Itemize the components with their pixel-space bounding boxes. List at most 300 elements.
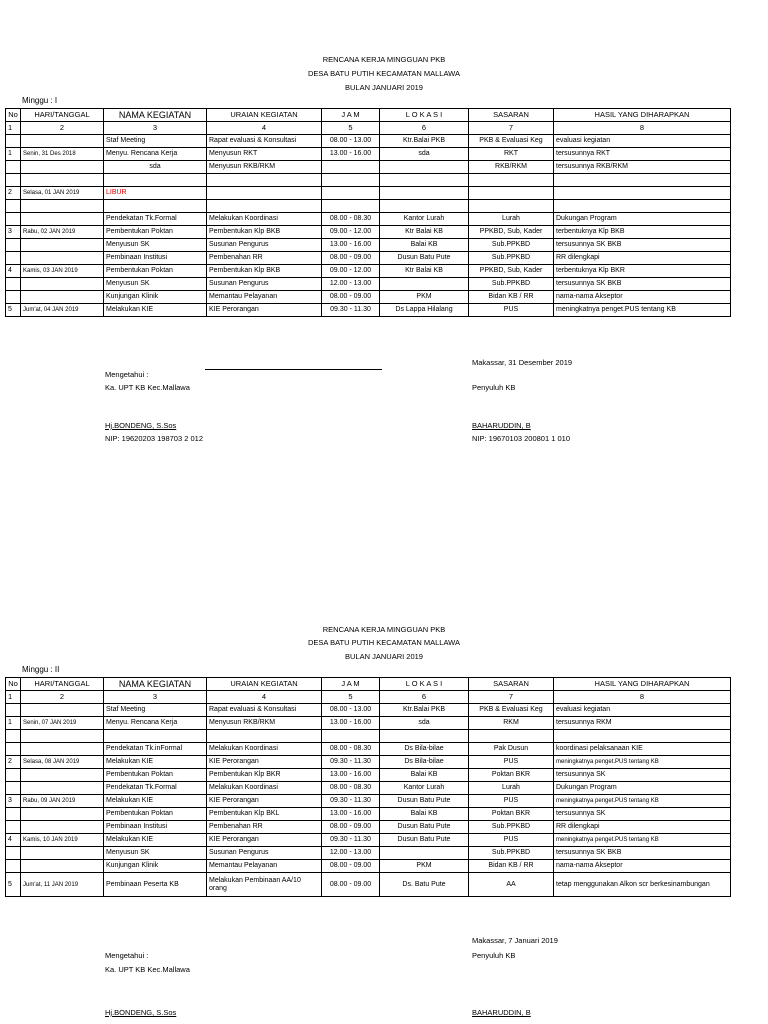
num-cell: 4 (207, 122, 322, 135)
num-cell: 1 (6, 691, 21, 704)
uraian-kegiatan-cell: Pembentukan Klp BKR (207, 769, 322, 782)
hari-tanggal-cell (21, 161, 104, 174)
table-row (6, 808, 731, 821)
table-row (6, 213, 731, 226)
lokasi-cell (380, 730, 469, 743)
num-cell: 7 (469, 122, 554, 135)
table-row (6, 834, 731, 847)
week2-right-signer-name: BAHARUDDIN, B (472, 1008, 531, 1017)
jam-cell: 08.00 - 08.30 (322, 782, 380, 795)
num-cell: 8 (554, 122, 731, 135)
sasaran-cell: RKM (469, 717, 554, 730)
hasil-cell (554, 174, 731, 187)
hasil-cell: meningkatnya penget.PUS tentang KB (554, 304, 731, 317)
week1-header-row (6, 109, 731, 122)
hasil-cell (554, 187, 731, 200)
nama-kegiatan-cell: sda (104, 161, 207, 174)
sasaran-cell: RKB/RKM (469, 161, 554, 174)
num-cell: 1 (6, 122, 21, 135)
hasil-cell: tersusunnya SK (554, 769, 731, 782)
lokasi-cell: sda (380, 148, 469, 161)
table-row (6, 265, 731, 278)
hasil-cell: tersusunnya SK BKB (554, 278, 731, 291)
lokasi-cell: Ktr.Balai PKB (380, 135, 469, 148)
col-hasil: HASIL YANG DIHARAPKAN (554, 678, 731, 691)
hasil-cell: tersusunnya RKT (554, 148, 731, 161)
no-cell (6, 174, 21, 187)
jam-cell: 13.00 - 16.00 (322, 769, 380, 782)
no-cell (6, 213, 21, 226)
week2-minggu: Minggu : II (22, 665, 60, 674)
nama-kegiatan-cell: Pembinaan Institusi (104, 252, 207, 265)
table-row (6, 795, 731, 808)
hasil-cell: nama-nama Akseptor (554, 860, 731, 873)
hasil-cell: tetap menggunakan Alkon scr berkesinambungan (554, 873, 731, 897)
hasil-cell: tersusunnya SK BKB (554, 847, 731, 860)
num-cell: 8 (554, 691, 731, 704)
week1-right-signer-nip: NIP: 19670103 200801 1 010 (472, 434, 571, 443)
no-cell: 1 (6, 717, 21, 730)
nama-kegiatan-cell (104, 174, 207, 187)
sasaran-cell: PUS (469, 304, 554, 317)
lokasi-cell: Kantor Lurah (380, 782, 469, 795)
uraian-kegiatan-cell: Melakukan Pembinaan AA/10 orang (207, 873, 322, 897)
hasil-cell: tersusunnya RKM (554, 717, 731, 730)
week1-title-2: DESA BATU PUTIH KECAMATAN MALLAWA (308, 69, 460, 78)
nama-kegiatan-cell: Staf Meeting (104, 704, 207, 717)
nama-kegiatan-cell: Melakukan KIE (104, 795, 207, 808)
lokasi-cell: Balai KB (380, 239, 469, 252)
week1-mengetahui: Mengetahui : (105, 370, 149, 379)
no-cell (6, 769, 21, 782)
week1-right-signer-name: BAHARUDDIN, B (472, 421, 531, 430)
no-cell: 3 (6, 795, 21, 808)
nama-kegiatan-cell: LIBUR (104, 187, 207, 200)
jam-cell: 08.00 - 08.30 (322, 213, 380, 226)
nama-kegiatan-cell: Pembinaan Peserta KB (104, 873, 207, 897)
uraian-kegiatan-cell (207, 174, 322, 187)
sasaran-cell: Sub.PPKBD (469, 847, 554, 860)
uraian-kegiatan-cell: Pembentukan Klp BKB (207, 265, 322, 278)
no-cell (6, 704, 21, 717)
nama-kegiatan-cell: Pendekatan Tk.Formal (104, 782, 207, 795)
table-row (6, 756, 731, 769)
uraian-kegiatan-cell: Memantau Pelayanan (207, 860, 322, 873)
jam-cell (322, 187, 380, 200)
jam-cell (322, 730, 380, 743)
lokasi-cell: Dusun Batu Pute (380, 834, 469, 847)
hasil-cell: terbentuknya Klp BKR (554, 265, 731, 278)
sasaran-cell: AA (469, 873, 554, 897)
col-sasaran: SASARAN (469, 678, 554, 691)
lokasi-cell: Ds Bila-bilae (380, 743, 469, 756)
week2-place-date: Makassar, 7 Januari 2019 (472, 936, 558, 945)
hari-tanggal-cell (21, 200, 104, 213)
col-sasaran: SASARAN (469, 109, 554, 122)
col-no: No (6, 678, 21, 691)
table-row (6, 252, 731, 265)
num-cell: 6 (380, 122, 469, 135)
sasaran-cell: Lurah (469, 213, 554, 226)
nama-kegiatan-cell: Menyu. Rencana Kerja (104, 148, 207, 161)
hari-tanggal-cell (21, 704, 104, 717)
jam-cell: 08.00 - 08.30 (322, 743, 380, 756)
uraian-kegiatan-cell: Melakukan Koordinasi (207, 743, 322, 756)
uraian-kegiatan-cell: Menyusun RKT (207, 148, 322, 161)
table-row (6, 704, 731, 717)
nama-kegiatan-cell (104, 730, 207, 743)
table-row (6, 187, 731, 200)
no-cell: 5 (6, 873, 21, 897)
sasaran-cell: Bidan KB / RR (469, 291, 554, 304)
sasaran-cell: Pak Dusun (469, 743, 554, 756)
table-row (6, 161, 731, 174)
uraian-kegiatan-cell (207, 200, 322, 213)
hari-tanggal-cell (21, 252, 104, 265)
hasil-cell: tersusunnya SK (554, 808, 731, 821)
col-hari-tanggal: HARI/TANGGAL (21, 678, 104, 691)
no-cell: 2 (6, 187, 21, 200)
hasil-cell: terbentuknya Klp BKB (554, 226, 731, 239)
hari-tanggal-cell: Rabu, 02 JAN 2019 (21, 226, 104, 239)
jam-cell: 08.00 - 09.00 (322, 873, 380, 897)
no-cell (6, 200, 21, 213)
sasaran-cell: PUS (469, 795, 554, 808)
hari-tanggal-cell (21, 860, 104, 873)
lokasi-cell (380, 847, 469, 860)
hasil-cell: meningkatnya penget.PUS tentang KB (554, 834, 731, 847)
uraian-kegiatan-cell: Menyusun RKB/RKM (207, 717, 322, 730)
uraian-kegiatan-cell: Melakukan Koordinasi (207, 213, 322, 226)
week2-header-row (6, 678, 731, 691)
week2-mengetahui: Mengetahui : (105, 951, 149, 960)
table-row (6, 135, 731, 148)
hari-tanggal-cell: Senin, 31 Des 2018 (21, 148, 104, 161)
num-cell: 5 (322, 122, 380, 135)
uraian-kegiatan-cell: Pembentukan Klp BKL (207, 808, 322, 821)
jam-cell: 09.30 - 11.30 (322, 795, 380, 808)
nama-kegiatan-cell: Menyu. Rencana Kerja (104, 717, 207, 730)
hasil-cell (554, 730, 731, 743)
no-cell (6, 743, 21, 756)
sasaran-cell: PKB & Evaluasi Keg (469, 135, 554, 148)
table-row (6, 239, 731, 252)
nama-kegiatan-cell: Pendekatan Tk.Formal (104, 213, 207, 226)
no-cell: 2 (6, 756, 21, 769)
jam-cell: 13.00 - 16.00 (322, 239, 380, 252)
sasaran-cell: PUS (469, 756, 554, 769)
lokasi-cell (380, 174, 469, 187)
jam-cell: 09.30 - 11.30 (322, 304, 380, 317)
table-row (6, 730, 731, 743)
hari-tanggal-cell: Jum'at, 04 JAN 2019 (21, 304, 104, 317)
col-jam: J A M (322, 678, 380, 691)
table-row (6, 717, 731, 730)
hari-tanggal-cell (21, 808, 104, 821)
nama-kegiatan-cell: Menyusun SK (104, 239, 207, 252)
hari-tanggal-cell: Jum'at, 11 JAN 2019 (21, 873, 104, 897)
week1-minggu: Minggu : I (22, 96, 58, 105)
hasil-cell: evaluasi kegiatan (554, 135, 731, 148)
col-uraian-kegiatan: URAIAN KEGIATAN (207, 678, 322, 691)
num-cell: 7 (469, 691, 554, 704)
table-row (6, 278, 731, 291)
hasil-cell: tersusunnya RKB/RKM (554, 161, 731, 174)
col-uraian-kegiatan: URAIAN KEGIATAN (207, 109, 322, 122)
lokasi-cell: Ktr Balai KB (380, 226, 469, 239)
no-cell (6, 239, 21, 252)
table-row (6, 860, 731, 873)
jam-cell (322, 200, 380, 213)
hasil-cell: evaluasi kegiatan (554, 704, 731, 717)
week2-number-row (6, 691, 731, 704)
table-row (6, 821, 731, 834)
no-cell (6, 730, 21, 743)
hasil-cell: meningkatnya penget.PUS tentang KB (554, 756, 731, 769)
hari-tanggal-cell: Selasa, 08 JAN 2019 (21, 756, 104, 769)
uraian-kegiatan-cell: Menyusun RKB/RKM (207, 161, 322, 174)
sasaran-cell: PPKBD, Sub, Kader (469, 265, 554, 278)
jam-cell: 13.00 - 16.00 (322, 717, 380, 730)
hasil-cell: koordinasi pelaksanaan KIE (554, 743, 731, 756)
sasaran-cell: Lurah (469, 782, 554, 795)
lokasi-cell: PKM (380, 860, 469, 873)
hasil-cell: tersusunnya SK BKB (554, 239, 731, 252)
num-cell: 6 (380, 691, 469, 704)
week1-number-row (6, 122, 731, 135)
jam-cell (322, 161, 380, 174)
lokasi-cell: Dusun Batu Pute (380, 821, 469, 834)
hari-tanggal-cell (21, 847, 104, 860)
num-cell: 2 (21, 122, 104, 135)
nama-kegiatan-cell: Staf Meeting (104, 135, 207, 148)
no-cell: 1 (6, 148, 21, 161)
num-cell: 5 (322, 691, 380, 704)
lokasi-cell (380, 278, 469, 291)
week1-divider-line (205, 369, 382, 370)
lokasi-cell (380, 161, 469, 174)
hasil-cell: meningkatnya penget.PUS tentang KB (554, 795, 731, 808)
week2-title-1: RENCANA KERJA MINGGUAN PKB (322, 625, 446, 634)
uraian-kegiatan-cell: Pembenahan RR (207, 252, 322, 265)
col-lokasi: L O K A S I (380, 109, 469, 122)
week2-table (5, 677, 731, 897)
col-jam: J A M (322, 109, 380, 122)
lokasi-cell: Ktr.Balai PKB (380, 704, 469, 717)
lokasi-cell: Ds Bila-bilae (380, 756, 469, 769)
table-row (6, 847, 731, 860)
nama-kegiatan-cell: Kunjungan Klinik (104, 291, 207, 304)
uraian-kegiatan-cell: Pembentukan Klp BKB (207, 226, 322, 239)
lokasi-cell (380, 187, 469, 200)
week2-title-3: BULAN JANUARI 2019 (345, 652, 423, 661)
uraian-kegiatan-cell: Susunan Pengurus (207, 239, 322, 252)
jam-cell: 08.00 - 09.00 (322, 821, 380, 834)
sasaran-cell: Sub.PPKBD (469, 252, 554, 265)
jam-cell: 09.00 - 12.00 (322, 226, 380, 239)
sasaran-cell: Poktan BKR (469, 808, 554, 821)
col-no: No (6, 109, 21, 122)
lokasi-cell: Balai KB (380, 808, 469, 821)
nama-kegiatan-cell: Pembentukan Poktan (104, 226, 207, 239)
week1-left-signer-name: Hj.BONDENG, S.Sos (105, 421, 177, 430)
nama-kegiatan-cell: Kunjungan Klinik (104, 860, 207, 873)
uraian-kegiatan-cell (207, 730, 322, 743)
hari-tanggal-cell: Rabu, 09 JAN 2019 (21, 795, 104, 808)
hari-tanggal-cell (21, 730, 104, 743)
sasaran-cell: Bidan KB / RR (469, 860, 554, 873)
no-cell: 3 (6, 226, 21, 239)
table-row (6, 291, 731, 304)
table-row (6, 769, 731, 782)
jam-cell (322, 174, 380, 187)
lokasi-cell: PKM (380, 291, 469, 304)
uraian-kegiatan-cell: Melakukan Koordinasi (207, 782, 322, 795)
hari-tanggal-cell: Kamis, 10 JAN 2019 (21, 834, 104, 847)
sasaran-cell: PPKBD, Sub, Kader (469, 226, 554, 239)
nama-kegiatan-cell: Melakukan KIE (104, 756, 207, 769)
nama-kegiatan-cell: Melakukan KIE (104, 834, 207, 847)
hasil-cell: nama-nama Akseptor (554, 291, 731, 304)
week1-ka-upt: Ka. UPT KB Kec.Mallawa (105, 383, 190, 392)
hasil-cell: RR dilengkapi (554, 252, 731, 265)
col-hari-tanggal: HARI/TANGGAL (21, 109, 104, 122)
jam-cell: 09.00 - 12.00 (322, 265, 380, 278)
lokasi-cell: Balai KB (380, 769, 469, 782)
week2-ka-upt: Ka. UPT KB Kec.Mallawa (105, 965, 190, 974)
table-row (6, 873, 731, 897)
table-row (6, 782, 731, 795)
uraian-kegiatan-cell: Susunan Pengurus (207, 847, 322, 860)
lokasi-cell: Ds. Batu Pute (380, 873, 469, 897)
nama-kegiatan-cell: Menyusun SK (104, 278, 207, 291)
nama-kegiatan-cell: Pembentukan Poktan (104, 808, 207, 821)
hasil-cell: Dukungan Program (554, 213, 731, 226)
num-cell: 2 (21, 691, 104, 704)
hari-tanggal-cell (21, 782, 104, 795)
hari-tanggal-cell: Senin, 07 JAN 2019 (21, 717, 104, 730)
jam-cell: 08.00 - 13.00 (322, 135, 380, 148)
sasaran-cell: Sub.PPKBD (469, 821, 554, 834)
hari-tanggal-cell: Kamis, 03 JAN 2019 (21, 265, 104, 278)
jam-cell: 12.00 - 13.00 (322, 278, 380, 291)
lokasi-cell: Ds Lappa Hilalang (380, 304, 469, 317)
uraian-kegiatan-cell: Rapat evaluasi & Konsultasi (207, 135, 322, 148)
hari-tanggal-cell: Selasa, 01 JAN 2019 (21, 187, 104, 200)
lokasi-cell (380, 200, 469, 213)
no-cell (6, 860, 21, 873)
hasil-cell: RR dilengkapi (554, 821, 731, 834)
week1-title-3: BULAN JANUARI 2019 (345, 83, 423, 92)
no-cell (6, 821, 21, 834)
lokasi-cell: Dusun Batu Pute (380, 795, 469, 808)
no-cell (6, 782, 21, 795)
jam-cell: 08.00 - 09.00 (322, 860, 380, 873)
jam-cell: 09.30 - 11.30 (322, 756, 380, 769)
nama-kegiatan-cell: Pembentukan Poktan (104, 769, 207, 782)
week1-left-signer-nip: NIP: 19620203 198703 2 012 (105, 434, 204, 443)
no-cell (6, 161, 21, 174)
no-cell (6, 847, 21, 860)
hari-tanggal-cell (21, 743, 104, 756)
nama-kegiatan-cell (104, 200, 207, 213)
nama-kegiatan-cell: Menyusun SK (104, 847, 207, 860)
nama-kegiatan-cell: Pembentukan Poktan (104, 265, 207, 278)
jam-cell: 09.30 - 11.30 (322, 834, 380, 847)
num-cell: 4 (207, 691, 322, 704)
sasaran-cell (469, 187, 554, 200)
hari-tanggal-cell (21, 278, 104, 291)
nama-kegiatan-cell: Melakukan KIE (104, 304, 207, 317)
lokasi-cell: Dusun Batu Pute (380, 252, 469, 265)
lokasi-cell: Ktr Balai KB (380, 265, 469, 278)
no-cell: 4 (6, 834, 21, 847)
uraian-kegiatan-cell (207, 187, 322, 200)
jam-cell: 08.00 - 09.00 (322, 252, 380, 265)
week2-penyuluh: Penyuluh KB (472, 951, 516, 960)
hari-tanggal-cell (21, 174, 104, 187)
no-cell (6, 291, 21, 304)
week2-left-signer-name: Hj.BONDENG, S.Sos (105, 1008, 177, 1017)
nama-kegiatan-cell: Pendekatan Tk.inFormal (104, 743, 207, 756)
sasaran-cell: RKT (469, 148, 554, 161)
table-row (6, 174, 731, 187)
jam-cell: 13.00 - 16.00 (322, 808, 380, 821)
jam-cell: 08.00 - 09.00 (322, 291, 380, 304)
no-cell (6, 278, 21, 291)
hari-tanggal-cell (21, 291, 104, 304)
no-cell: 4 (6, 265, 21, 278)
col-nama-kegiatan: NAMA KEGIATAN (104, 678, 207, 691)
table-row (6, 304, 731, 317)
hari-tanggal-cell (21, 821, 104, 834)
num-cell: 3 (104, 691, 207, 704)
sasaran-cell (469, 200, 554, 213)
table-row (6, 226, 731, 239)
sasaran-cell: Poktan BKR (469, 769, 554, 782)
sasaran-cell (469, 730, 554, 743)
no-cell: 5 (6, 304, 21, 317)
sasaran-cell (469, 174, 554, 187)
week1-place-date: Makassar, 31 Desember 2019 (472, 358, 573, 367)
sasaran-cell: Sub.PPKBD (469, 239, 554, 252)
sasaran-cell: Sub.PPKBD (469, 278, 554, 291)
table-row (6, 148, 731, 161)
no-cell (6, 135, 21, 148)
uraian-kegiatan-cell: Susunan Pengurus (207, 278, 322, 291)
no-cell (6, 808, 21, 821)
num-cell: 3 (104, 122, 207, 135)
week1-title-1: RENCANA KERJA MINGGUAN PKB (322, 55, 446, 64)
col-hasil: HASIL YANG DIHARAPKAN (554, 109, 731, 122)
sasaran-cell: PUS (469, 834, 554, 847)
sasaran-cell: PKB & Evaluasi Keg (469, 704, 554, 717)
no-cell (6, 252, 21, 265)
hari-tanggal-cell (21, 239, 104, 252)
lokasi-cell: sda (380, 717, 469, 730)
uraian-kegiatan-cell: Memantau Pelayanan (207, 291, 322, 304)
col-lokasi: L O K A S I (380, 678, 469, 691)
lokasi-cell: Kantor Lurah (380, 213, 469, 226)
nama-kegiatan-cell: Pembinaan Institusi (104, 821, 207, 834)
jam-cell: 08.00 - 13.00 (322, 704, 380, 717)
week1-penyuluh: Penyuluh KB (472, 383, 516, 392)
week1-table (5, 108, 731, 317)
hari-tanggal-cell (21, 135, 104, 148)
hasil-cell (554, 200, 731, 213)
uraian-kegiatan-cell: KIE Perorangan (207, 795, 322, 808)
col-nama-kegiatan: NAMA KEGIATAN (104, 109, 207, 122)
